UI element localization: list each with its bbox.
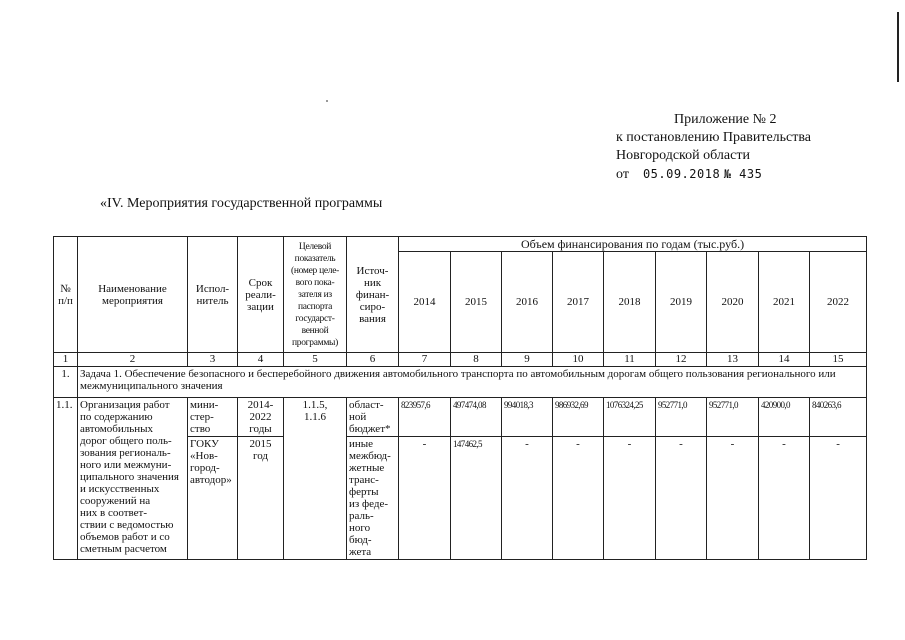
- column-number: 13: [707, 353, 759, 367]
- header-row-1: [54, 237, 867, 252]
- column-number: 3: [188, 353, 238, 367]
- program-table: [53, 236, 867, 560]
- page-edge-line: [897, 12, 899, 82]
- task-row: [54, 367, 867, 398]
- year-2019: 2019: [656, 252, 707, 353]
- source-line: раль-: [349, 510, 374, 522]
- value-2020: 952771,0: [707, 398, 759, 437]
- year-2014: 2014: [399, 252, 451, 353]
- term-1: [238, 398, 284, 437]
- value-2022: 840263,6: [810, 398, 867, 437]
- item-name-line: сооружений на: [80, 495, 151, 507]
- value-2015-federal: 147462,5: [451, 437, 502, 560]
- appendix-line-2: к постановлению Правительства: [616, 130, 812, 145]
- value-2021: 420900,0: [759, 398, 810, 437]
- header-target-line: вого пока-: [295, 277, 335, 288]
- header-target-line: (номер целе-: [291, 265, 339, 276]
- value-2017: 986932,69: [553, 398, 604, 437]
- header-name: [78, 237, 188, 353]
- column-number: 14: [759, 353, 810, 367]
- source-line: област-: [349, 399, 384, 411]
- header-target-line: показатель: [294, 253, 336, 264]
- value-2020-federal: -: [707, 437, 759, 560]
- appendix-line-3: Новгородской области: [616, 148, 750, 163]
- item-name-line: сметным расчетом: [80, 543, 167, 555]
- column-number: 11: [604, 353, 656, 367]
- header-target-line: государст-: [295, 313, 335, 324]
- item-name-line: по содержанию: [80, 411, 153, 423]
- term-line: год: [252, 450, 269, 462]
- section-title: «IV. Мероприятия государственной программы: [100, 196, 383, 211]
- funding-header: Объем финансирования по годам (тыс.руб.): [399, 237, 867, 252]
- header-target-line: паспорта: [297, 301, 333, 312]
- value-2018-federal: -: [604, 437, 656, 560]
- header-target-line: венной: [301, 325, 329, 336]
- header-target-line: зателя из: [298, 289, 332, 300]
- header-source: [347, 237, 399, 353]
- header-source-line: ник: [363, 276, 382, 289]
- appendix-number: № 435: [723, 167, 763, 181]
- header-num-line: п/п: [58, 294, 73, 307]
- source-line: иные: [349, 438, 374, 450]
- exec-line: ГОКУ: [190, 438, 219, 450]
- column-number: 8: [451, 353, 502, 367]
- header-num-line: №: [60, 282, 71, 295]
- header-term: [238, 237, 284, 353]
- item-name-line: зования региональ-: [80, 447, 171, 459]
- item-name-line: объемов работ и со: [80, 531, 170, 543]
- item-row-1: [54, 398, 867, 437]
- task-text: Задача 1. Обеспечение безопасного и бесперебойного движения автомобильного транспорта по автомобильным дорогам общего пользования регионального или межмуниципального значения: [78, 367, 867, 398]
- header-source-line: финан-: [355, 288, 390, 301]
- source-line: из феде-: [349, 498, 388, 510]
- appendix-block: [616, 111, 896, 184]
- year-2016: 2016: [502, 252, 553, 353]
- item-name-line: автомобильных: [80, 423, 153, 435]
- column-number: 5: [284, 353, 347, 367]
- header-executor: [188, 237, 238, 353]
- term-line: 2015: [249, 438, 272, 450]
- column-number: 10: [553, 353, 604, 367]
- header-term-line: Срок: [248, 276, 273, 289]
- task-number: 1.: [54, 367, 78, 398]
- term-line: годы: [249, 423, 272, 435]
- exec-line: мини-: [190, 399, 219, 411]
- source-regional-budget: [347, 398, 399, 437]
- item-name-line: дорог общего поль-: [80, 435, 172, 447]
- header-target: [284, 237, 347, 353]
- year-2020: 2020: [707, 252, 759, 353]
- executor-goku: [188, 437, 238, 560]
- column-number: 9: [502, 353, 553, 367]
- term-line: 2022: [249, 411, 272, 423]
- value-2019-federal: -: [656, 437, 707, 560]
- year-2021: 2021: [759, 252, 810, 353]
- source-line: транс-: [349, 474, 379, 486]
- value-2014-federal: -: [399, 437, 451, 560]
- column-number-row: [54, 353, 867, 367]
- source-line: жетные: [349, 462, 385, 474]
- value-2014: 823957,6: [399, 398, 451, 437]
- header-term-line: реали-: [245, 288, 276, 301]
- source-line: бюджет*: [349, 423, 391, 435]
- column-number: 2: [78, 353, 188, 367]
- header-term-line: зации: [247, 300, 274, 313]
- value-2019: 952771,0: [656, 398, 707, 437]
- item-name-line: Организация работ: [80, 399, 170, 411]
- header-source-line: Источ-: [356, 264, 389, 277]
- exec-line: стер-: [190, 411, 214, 423]
- value-2018: 1076324,25: [604, 398, 656, 437]
- executor-ministry: [188, 398, 238, 437]
- source-federal-transfers: [347, 437, 399, 560]
- target-indicator: [284, 398, 347, 560]
- item-name-line: ципального значения: [80, 471, 179, 483]
- value-2016-federal: -: [502, 437, 553, 560]
- header-source-line: сиро-: [359, 300, 386, 313]
- column-number: 7: [399, 353, 451, 367]
- target-line: 1.1.6: [304, 411, 326, 423]
- appendix-date-line: [616, 165, 896, 184]
- source-line: ферты: [349, 486, 379, 498]
- source-line: межбюд-: [349, 450, 391, 462]
- header-name-line: мероприятия: [102, 294, 163, 307]
- year-2022: 2022: [810, 252, 867, 353]
- value-2022-federal: -: [810, 437, 867, 560]
- column-number: 12: [656, 353, 707, 367]
- value-2021-federal: -: [759, 437, 810, 560]
- item-number: 1.1.: [54, 398, 78, 560]
- column-number: 6: [347, 353, 399, 367]
- header-target-line: Целевой: [298, 241, 332, 252]
- item-name-line: ного или межмуни-: [80, 459, 172, 471]
- source-line: ной: [349, 411, 367, 423]
- target-line: 1.1.5,: [302, 399, 328, 411]
- term-line: 2014-: [247, 399, 274, 411]
- item-name: [78, 398, 188, 560]
- source-line: бюд-: [349, 534, 372, 546]
- year-2017: 2017: [553, 252, 604, 353]
- year-2018: 2018: [604, 252, 656, 353]
- exec-line: ство: [190, 423, 211, 435]
- column-number: 1: [54, 353, 78, 367]
- exec-line: «Нов-: [190, 450, 218, 462]
- item-name-line: и искусственных: [80, 483, 160, 495]
- value-2015: 497474,08: [451, 398, 502, 437]
- value-2017-federal: -: [553, 437, 604, 560]
- header-target-line: программы): [291, 337, 339, 348]
- header-name-line: Наименование: [98, 282, 167, 295]
- scan-dot: [326, 100, 328, 102]
- header-source-line: вания: [359, 312, 386, 325]
- appendix-date: 05.09.2018: [642, 167, 721, 181]
- header-exec-line: Испол-: [195, 282, 230, 295]
- appendix-title: Приложение № 2: [674, 112, 777, 127]
- item-name-line: ствии с ведомостью: [80, 519, 174, 531]
- exec-line: город-: [190, 462, 220, 474]
- year-2015: 2015: [451, 252, 502, 353]
- item-name-line: них в соответ-: [80, 507, 147, 519]
- term-2: [238, 437, 284, 560]
- column-number: 15: [810, 353, 867, 367]
- value-2016: 994018,3: [502, 398, 553, 437]
- source-line: ного: [349, 522, 371, 534]
- header-num: [54, 237, 78, 353]
- source-line: жета: [349, 546, 372, 558]
- header-exec-line: нитель: [196, 294, 229, 307]
- column-number: 4: [238, 353, 284, 367]
- appendix-date-prefix: от: [616, 167, 629, 182]
- exec-line: автодор»: [190, 474, 232, 486]
